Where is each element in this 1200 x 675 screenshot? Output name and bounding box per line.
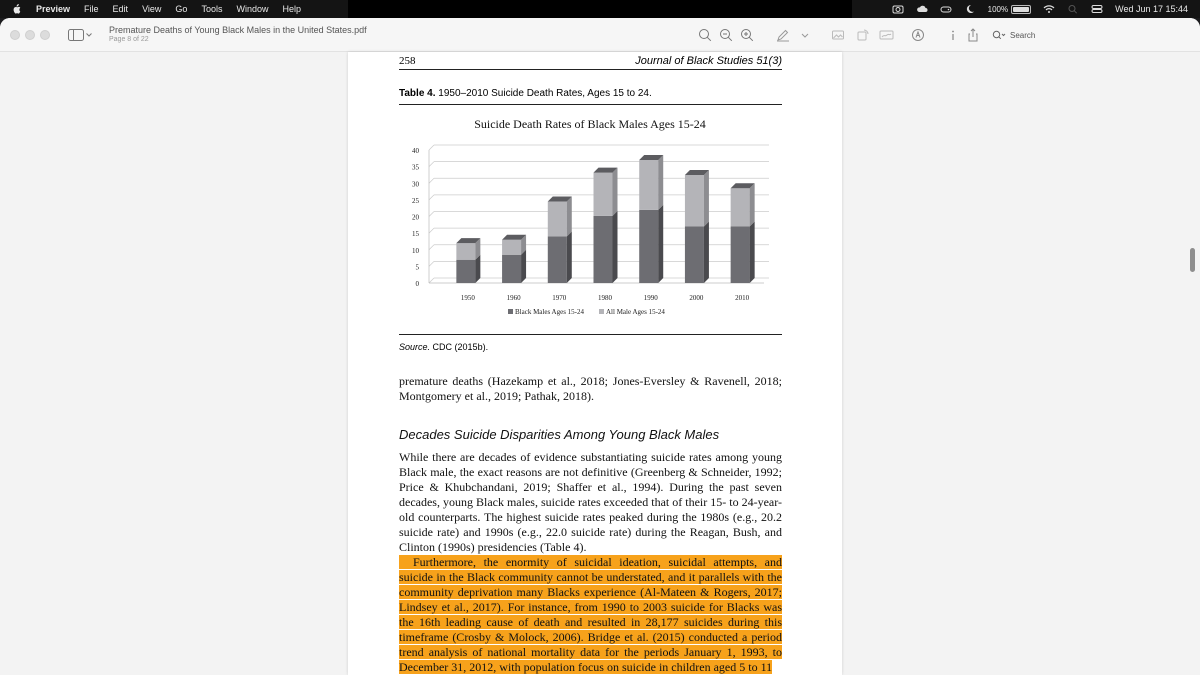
x-tick-label: 2010 <box>735 294 750 302</box>
info-button[interactable] <box>945 27 961 43</box>
bar-side-dark-1990 <box>658 205 663 283</box>
zoom-fit-button[interactable] <box>697 27 713 43</box>
highlighted-paragraph <box>399 555 782 675</box>
toolbar <box>0 18 1200 52</box>
page-number: 258 <box>399 55 416 67</box>
bar-all-males-1950 <box>456 243 475 260</box>
zoom-out-button[interactable] <box>718 27 734 43</box>
markup-menu-button[interactable] <box>797 27 813 43</box>
table-bottom-rule <box>399 334 782 335</box>
x-tick-label: 2000 <box>689 294 704 302</box>
grid-line <box>429 162 434 167</box>
y-tick-label: 40 <box>412 147 419 155</box>
share-button[interactable] <box>965 27 981 43</box>
bar-all-males-1960 <box>502 240 521 255</box>
wifi-icon[interactable] <box>1043 4 1055 14</box>
close-button[interactable] <box>10 30 20 40</box>
menu-help[interactable]: Help <box>282 4 301 14</box>
preview-window <box>0 18 1200 675</box>
control-center-icon[interactable] <box>1091 4 1103 14</box>
bar-black-males-1990 <box>639 210 658 283</box>
photo-icon <box>831 28 845 42</box>
x-tick-label: 1950 <box>460 294 475 302</box>
apple-logo-icon[interactable] <box>12 4 24 14</box>
bar-all-males-2000 <box>685 175 704 227</box>
menu-window[interactable]: Window <box>236 4 269 14</box>
grid-line <box>429 261 434 266</box>
pdf-page[interactable] <box>348 52 842 675</box>
highlight-text[interactable]: Furthermore, the enormity of suicidal ideation, suicidal attempts, and suicide in the Black community cannot be understated, and it parallels with the community deprivation many Blacks experience (Al-Mateen & Rogers, 2017; Lindsey et al., 2017). For instance, from 1990 to 2003 suicide for Blacks was the 16th leading cause of death and resulted in 28,177 suicides during this timeframe (Crosby & Molock, 2006). Bridge et al. (2015) conducted a period trend analysis of national mortality data for the periods January 1, 1993, to December 31, 2012, with population focus on suicide in children aged 5 to 11 <box>399 555 782 674</box>
x-tick-label: 1960 <box>506 294 521 302</box>
sidebar-icon <box>68 29 84 41</box>
y-tick-label: 15 <box>412 230 419 239</box>
bar-all-males-1990 <box>639 160 658 210</box>
bar-side-light-2010 <box>750 183 755 226</box>
signature-icon <box>879 28 895 42</box>
table-source <box>399 342 488 352</box>
grid-line <box>429 212 434 217</box>
bar-side-light-1970 <box>567 197 572 237</box>
legend-label: All Male Ages 15-24 <box>606 308 665 316</box>
source-label: Source. <box>399 342 431 352</box>
document-page-count: Page 8 of 22 <box>109 36 149 43</box>
y-tick-label: 0 <box>415 280 419 288</box>
y-tick-label: 10 <box>412 246 419 255</box>
y-tick-label: 5 <box>415 263 419 272</box>
table-top-rule <box>399 104 782 105</box>
camera-icon[interactable] <box>892 4 904 14</box>
bar-side-light-2000 <box>704 170 709 227</box>
grid-line <box>429 228 434 233</box>
markup-button[interactable] <box>775 27 791 43</box>
bar-side-dark-2000 <box>704 221 709 283</box>
zoom-in-button[interactable] <box>739 27 755 43</box>
menu-view[interactable]: View <box>142 4 162 14</box>
search-placeholder: Search <box>1010 30 1036 40</box>
bar-black-males-1980 <box>594 216 613 283</box>
menu-go[interactable]: Go <box>175 4 188 14</box>
bar-black-males-2000 <box>685 226 704 283</box>
grid-line <box>429 145 434 150</box>
y-tick-label: 35 <box>412 163 419 172</box>
bar-side-dark-1970 <box>567 231 572 283</box>
menu-app-name[interactable]: Preview <box>36 4 71 14</box>
bar-chart <box>399 110 782 332</box>
rotate-button[interactable] <box>855 27 871 43</box>
table-caption <box>399 88 652 99</box>
moon-icon[interactable] <box>964 4 976 14</box>
paragraph-continued: premature deaths (Hazekamp et al., 2018; Jones-Eversley & Ravenell, 2018; Montgomery et al., 2019; Pathak, 2018). <box>399 374 782 403</box>
sign-button[interactable] <box>879 27 895 43</box>
grid-line <box>429 278 434 283</box>
x-tick-label: 1970 <box>552 294 567 302</box>
y-tick-label: 30 <box>412 180 419 189</box>
menu-tools[interactable]: Tools <box>201 4 223 14</box>
scrollbar-thumb[interactable] <box>1190 248 1195 272</box>
header-rule <box>399 69 782 70</box>
search-icon <box>992 30 1006 40</box>
grid-line <box>429 195 434 200</box>
annotate-button[interactable] <box>910 27 926 43</box>
y-tick-label: 20 <box>412 213 419 222</box>
bar-black-males-1970 <box>548 236 567 283</box>
legend-label: Black Males Ages 15-24 <box>515 308 585 316</box>
chevron-down-icon <box>86 33 92 37</box>
menu-bar <box>0 0 1200 18</box>
camera-notch <box>348 0 852 18</box>
annotate-circle-icon <box>911 28 925 42</box>
pen-icon <box>776 28 790 42</box>
legend-swatch <box>599 309 604 314</box>
grid-line <box>429 245 434 250</box>
table-label: Table 4. <box>399 88 436 99</box>
table-caption-text: 1950–2010 Suicide Death Rates, Ages 15 to 24. <box>438 88 652 99</box>
info-icon <box>946 28 960 42</box>
menu-file[interactable]: File <box>84 4 99 14</box>
source-text: CDC (2015b). <box>432 342 489 352</box>
bar-side-light-1980 <box>613 168 618 216</box>
bar-side-dark-2010 <box>750 221 755 283</box>
zoom-button[interactable] <box>40 30 50 40</box>
bar-side-dark-1980 <box>613 211 618 283</box>
share-icon <box>966 28 980 42</box>
bar-black-males-1950 <box>456 260 475 283</box>
chevron-down-icon <box>798 28 812 42</box>
magnifier-icon <box>698 28 712 42</box>
gamepad-icon[interactable] <box>940 4 952 14</box>
menu-edit[interactable]: Edit <box>112 4 129 14</box>
bar-all-males-1980 <box>594 173 613 216</box>
bar-all-males-1970 <box>548 202 567 237</box>
zoom-in-icon <box>740 28 754 42</box>
chart-title: Suicide Death Rates of Black Males Ages 15-24 <box>474 117 706 131</box>
bar-side-light-1990 <box>658 155 663 210</box>
sidebar-toggle-button[interactable] <box>68 27 94 43</box>
insert-image-button[interactable] <box>830 27 846 43</box>
journal-header: Journal of Black Studies 51(3) <box>635 55 782 67</box>
cloud-icon[interactable] <box>916 4 928 14</box>
battery-indicator[interactable] <box>988 5 1031 14</box>
bar-all-males-2010 <box>731 188 750 226</box>
menu-clock[interactable]: Wed Jun 17 15:44 <box>1115 4 1188 14</box>
bar-black-males-1960 <box>502 255 521 283</box>
spotlight-icon[interactable] <box>1067 4 1079 14</box>
zoom-out-icon <box>719 28 733 42</box>
section-heading: Decades Suicide Disparities Among Young Black Males <box>399 427 720 442</box>
bar-side-dark-1960 <box>521 250 526 283</box>
paragraph-disparities: While there are decades of evidence substantiating suicide rates among young Black male, the exact reasons are not definitive (Greenberg & Schneider, 1992; Price & Khubchandani, 2019; Shaffer et al., 1994). During the past seven decades, young Black males, suicide rates exceeded that of their 15- to 24-year-old counterparts. The highest suicide rates peaked during the 1980s (e.g., 20.2 suicide rate) and 1990s (e.g., 22.0 suicide rate) during the Reagan, Bush, and Clinton (1990s) presidencies (Table 4). <box>399 450 782 554</box>
rotate-icon <box>856 28 870 42</box>
grid-line <box>429 178 434 183</box>
document-viewer[interactable] <box>0 52 1200 675</box>
x-tick-label: 1990 <box>643 294 658 302</box>
x-tick-label: 1980 <box>598 294 612 302</box>
battery-percent: 100% <box>987 4 1009 14</box>
battery-icon <box>1011 5 1031 14</box>
search-field[interactable] <box>992 26 1198 44</box>
minimize-button[interactable] <box>25 30 35 40</box>
y-tick-label: 25 <box>412 196 419 205</box>
document-title: Premature Deaths of Young Black Males in the United States.pdf <box>109 25 367 35</box>
legend-swatch <box>508 309 513 314</box>
bar-black-males-2010 <box>731 226 750 283</box>
